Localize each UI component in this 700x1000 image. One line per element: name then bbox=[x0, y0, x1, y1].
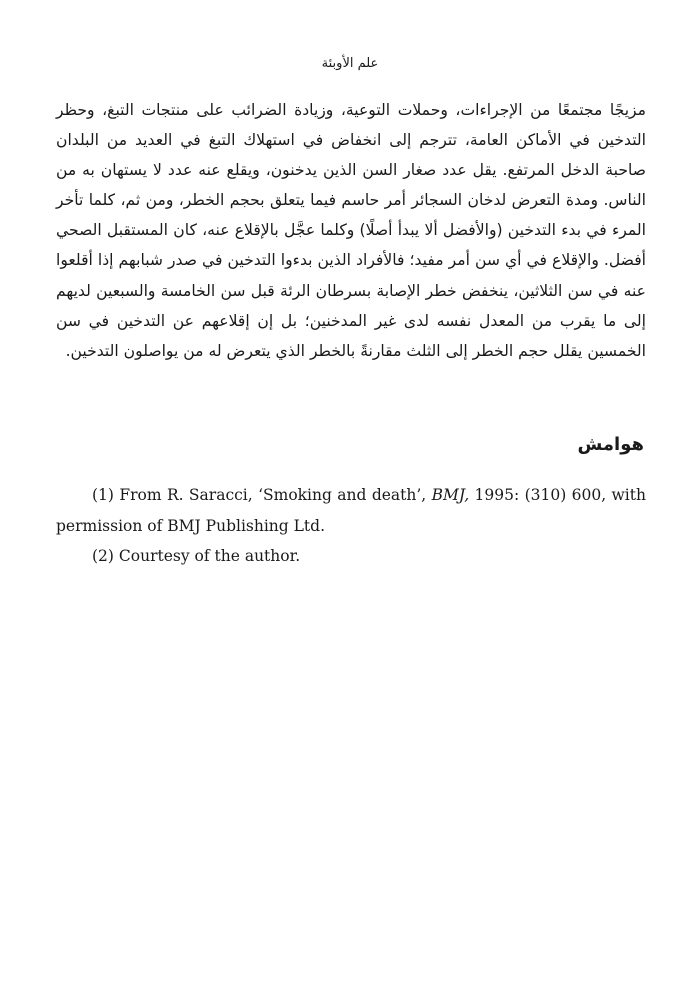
footnotes-list bbox=[56, 480, 646, 572]
footnote-item bbox=[56, 541, 646, 572]
footnote-journal: BMJ, bbox=[431, 486, 470, 504]
footnote-number: (2) bbox=[92, 547, 114, 565]
footnotes-heading: هوامش bbox=[577, 434, 644, 455]
running-header: علم الأوبئة bbox=[321, 56, 379, 71]
footnote-number: (1) bbox=[92, 486, 114, 504]
footnote-text: 1995: (310) 600, with permission of BMJ Publishing Ltd. bbox=[56, 486, 646, 535]
body-paragraph: مزيجًا مجتمعًا من الإجراءات، وحملات التوعية، وزيادة الضرائب على منتجات التبغ، وحظر التدخين في الأماكن العامة، تترجم إلى انخفاض في استهلاك التبغ في العديد من البلدان صاحبة الدخل المرتفع. يقل عدد صغار السن الذين يدخنون، ويقلع عنه عدد لا يستهان به من الناس. ومدة التعرض لدخان السجائر أمر حاسم فيما يتعلق بحجم الخطر، ومن ثم، كلما تأخر المرء في بدء التدخين (والأفضل ألا يبدأ أصلًا) وكلما عجَّل بالإقلاع عنه، كان المستقبل الصحي أفضل. والإقلاع في أي سن أمر مفيد؛ فالأفراد الذين بدءوا التدخين في صدر شبابهم إذا أقلعوا عنه في سن الثلاثين، ينخفض خطر الإصابة بسرطان الرئة قبل سن الخامسة والسبعين لديهم إلى ما يقرب من المعدل نفسه لدى غير المدخنين؛ بل إن إقلاعهم عن التدخين في سن الخمسين يقلل حجم الخطر إلى الثلث مقارنةً بالخطر الذي يتعرض له من يواصلون التدخين. bbox=[56, 101, 646, 360]
footnote-text: From R. Saracci, ‘Smoking and death’, bbox=[113, 486, 432, 504]
footnote-text: Courtesy of the author. bbox=[113, 547, 301, 565]
footnote-item bbox=[56, 480, 646, 541]
